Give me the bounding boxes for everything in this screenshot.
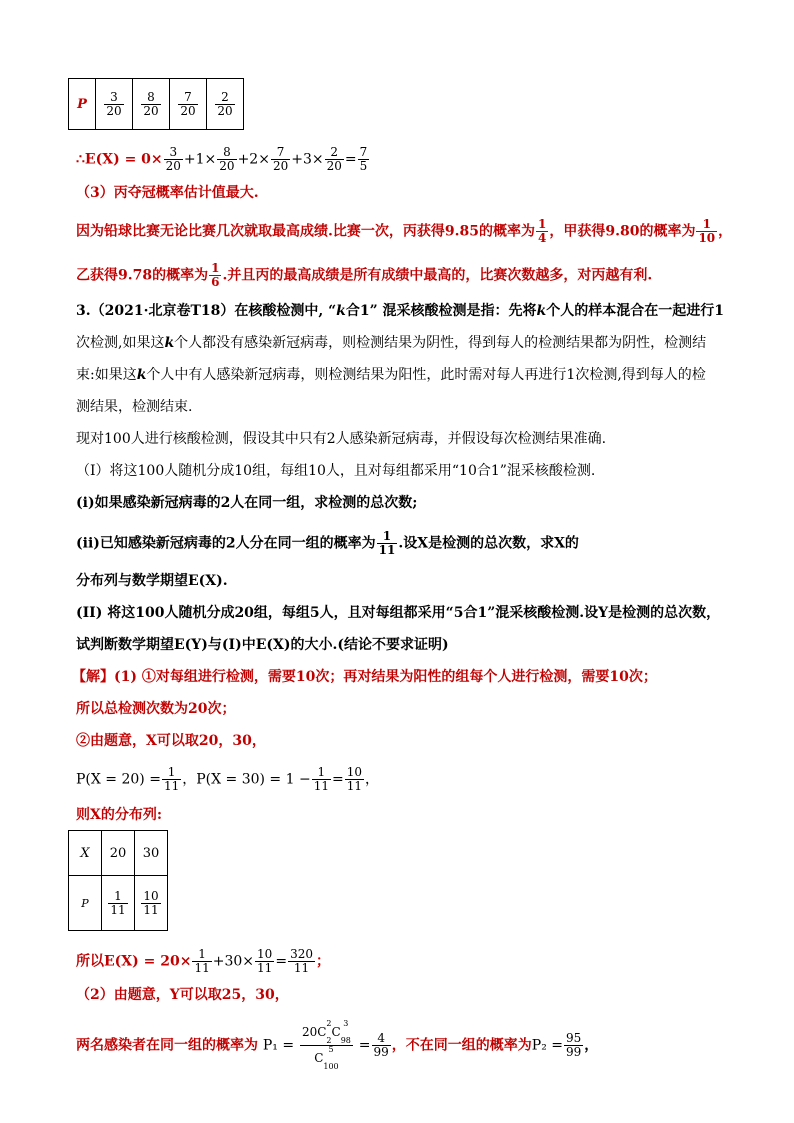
part3-line2: 乙获得9.78的概率为 $\frac{1}{6}$ .并且丙的最高成绩是所有成绩中最高的，比赛次数越多，对丙越有利. <box>76 261 653 289</box>
problem3-line5: 现对100人进行核酸检测，假设其中只有2人感染新冠病毒，并假设每次检测结果准确. <box>76 431 607 447</box>
problem3-line9: 分布列与数学期望E(X). <box>76 573 228 589</box>
solution-line2: 所以总检测次数为20次； <box>76 701 236 717</box>
expectation-line: ∴E(X) = 0× $\frac{3}{20}$ +1× $\frac{8}{20}$ +2× $\frac{7}{20}$ +3× $\frac{2}{20}$ = $\frac{7}{5}$ <box>76 145 368 173</box>
problem3-line4: 测结果，检测结束. <box>76 399 193 415</box>
problem3-line3: 束:如果这k个人中有人感染新冠病毒，则检测结果为阳性，此时需对每人再进行1次检测,得到每人的检 <box>76 367 706 383</box>
distribution-caption: 则X的分布列: <box>76 807 163 823</box>
part3-line1: 因为铅球比赛无论比赛几次就取最高成绩.比赛一次，丙获得9.85的概率为 $\frac{1}{4}$ ，甲获得9.80的概率为 $\frac{1}{10}$ ， <box>76 217 733 245</box>
problem3-line6: （I）将这100人随机分成10组，每组10人，且对每组都采用“10合1”混采核酸检测. <box>76 463 596 479</box>
problem3-line1: 3.（2021·北京卷T18）在核酸检测中, “k合1” 混采核酸检测是指：先将k个人的样本混合在一起进行1 <box>76 303 724 319</box>
problem3-line11: 试判断数学期望E(Y)与(I)中E(X)的大小.(结论不要求证明) <box>76 637 449 653</box>
part3-heading: （3）丙夺冠概率估计值最大. <box>76 185 259 201</box>
solution-line3: ②由题意，X可以取20，30， <box>76 733 266 749</box>
problem3-line8: (ii)已知感染新冠病毒的2人分在同一组的概率为 $\frac{1}{11}$ .设X是检测的总次数，求X的 <box>76 529 579 557</box>
solution-line1: 【解】(1) ①对每组进行检测，需要10次；再对结果为阳性的组每个人进行检测，需要10次； <box>72 669 657 685</box>
part2-probability-line: 两名感染者在同一组的概率为 P₁ = $20C^2$ $_2C^3$ $_{98}$ $C^5$ $_{100}$ = $\frac{4}{99}$ ，不在同一组的概率为P₂ = $\frac{95}{99}$ ， <box>76 1019 599 1071</box>
combination-fraction: $20C^2$ $_2C^3$ $_{98}$ $C^5$ $_{100}$ <box>301 1019 351 1071</box>
probability-line: P(X = 20) = $\frac{1}{11}$ ，P(X = 30) = 1 − $\frac{1}{11}$ = $\frac{10}{11}$ ， <box>76 765 379 793</box>
table-row-label: P <box>69 79 96 130</box>
distribution-table-x: X 20 30 P $\frac{1}{11}$ $\frac{10}{11}$ <box>68 830 168 931</box>
problem3-line2: 次检测,如果这k个人都没有感染新冠病毒，则检测结果为阴性，得到每人的检测结果都为阴性，检测结 <box>76 335 707 351</box>
problem3-line10: (II) 将这100人随机分成20组，每组5人，且对每组都采用“5合1”混采核酸检测.设Y是检测的总次数， <box>76 605 721 621</box>
expectation-result-line: 所以E(X) = 20× $\frac{1}{11}$ +30× $\frac{10}{11}$ = $\frac{320}{11}$ ； <box>76 947 330 975</box>
distribution-table-p-row: P $\frac{3}{20}$ $\frac{8}{20}$ $\frac{7}{20}$ $\frac{2}{20}$ <box>68 78 244 130</box>
problem3-line7: (i)如果感染新冠病毒的2人在同一组，求检测的总次数; <box>76 495 418 511</box>
part2-heading: （2）由题意，Y可以取25，30， <box>76 987 289 1003</box>
